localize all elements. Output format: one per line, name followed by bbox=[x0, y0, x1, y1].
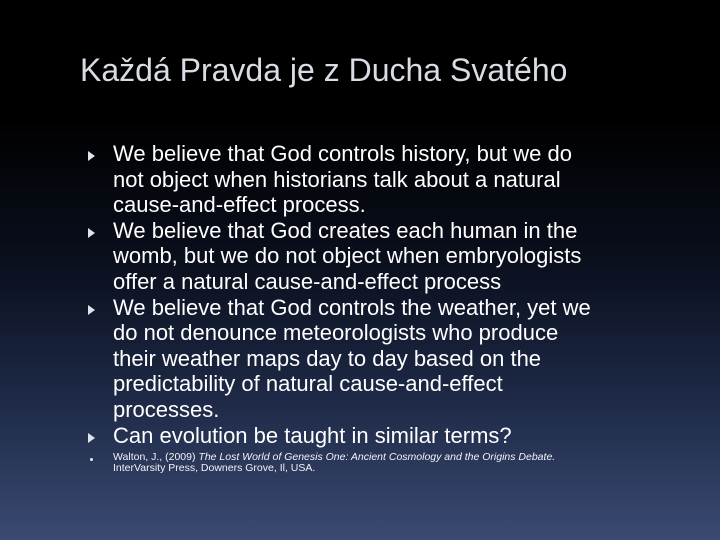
bullet-line: predictability of natural cause-and-effect bbox=[113, 371, 503, 397]
bullet-list bbox=[0, 141, 720, 474]
slide-title: Každá Pravda je z Ducha Svatého bbox=[80, 52, 568, 88]
bullet-line: cause-and-effect process. bbox=[113, 192, 366, 218]
bullet-item bbox=[0, 423, 720, 449]
bullet-line: offer a natural cause-and-effect process bbox=[113, 268, 502, 294]
triangle-bullet-icon bbox=[88, 151, 95, 161]
bullet-line: Can evolution be taught in similar terms? bbox=[113, 422, 512, 448]
bullet-item bbox=[0, 218, 720, 295]
triangle-bullet-icon bbox=[88, 305, 95, 315]
citation-prefix: Walton, J., (2009) bbox=[113, 451, 199, 464]
triangle-bullet-icon bbox=[88, 228, 95, 238]
dot-bullet-icon bbox=[90, 458, 93, 461]
bullet-line: do not denounce meteorologists who produce bbox=[113, 320, 559, 346]
bullet-line: We believe that God creates each human in the bbox=[113, 217, 578, 243]
bullet-line: not object when historians talk about a natural bbox=[113, 166, 561, 192]
bullet-line: their weather maps day to day based on the bbox=[113, 345, 542, 371]
citation-title: The Lost World of Genesis One: Ancient Cosmology and the Origins Debate. bbox=[198, 451, 556, 464]
citation bbox=[0, 452, 720, 474]
bullet-line: processes. bbox=[113, 396, 220, 422]
citation-line-2: InterVarsity Press, Downers Grove, Il, USA. bbox=[113, 462, 316, 475]
bullet-line: We believe that God controls the weather, yet we bbox=[113, 294, 591, 320]
bullet-line: womb, but we do not object when embryologists bbox=[113, 243, 582, 269]
bullet-item bbox=[0, 141, 720, 218]
bullet-line: We believe that God controls history, but we do bbox=[113, 141, 572, 166]
bullet-item bbox=[0, 295, 720, 423]
triangle-bullet-icon bbox=[88, 433, 95, 443]
